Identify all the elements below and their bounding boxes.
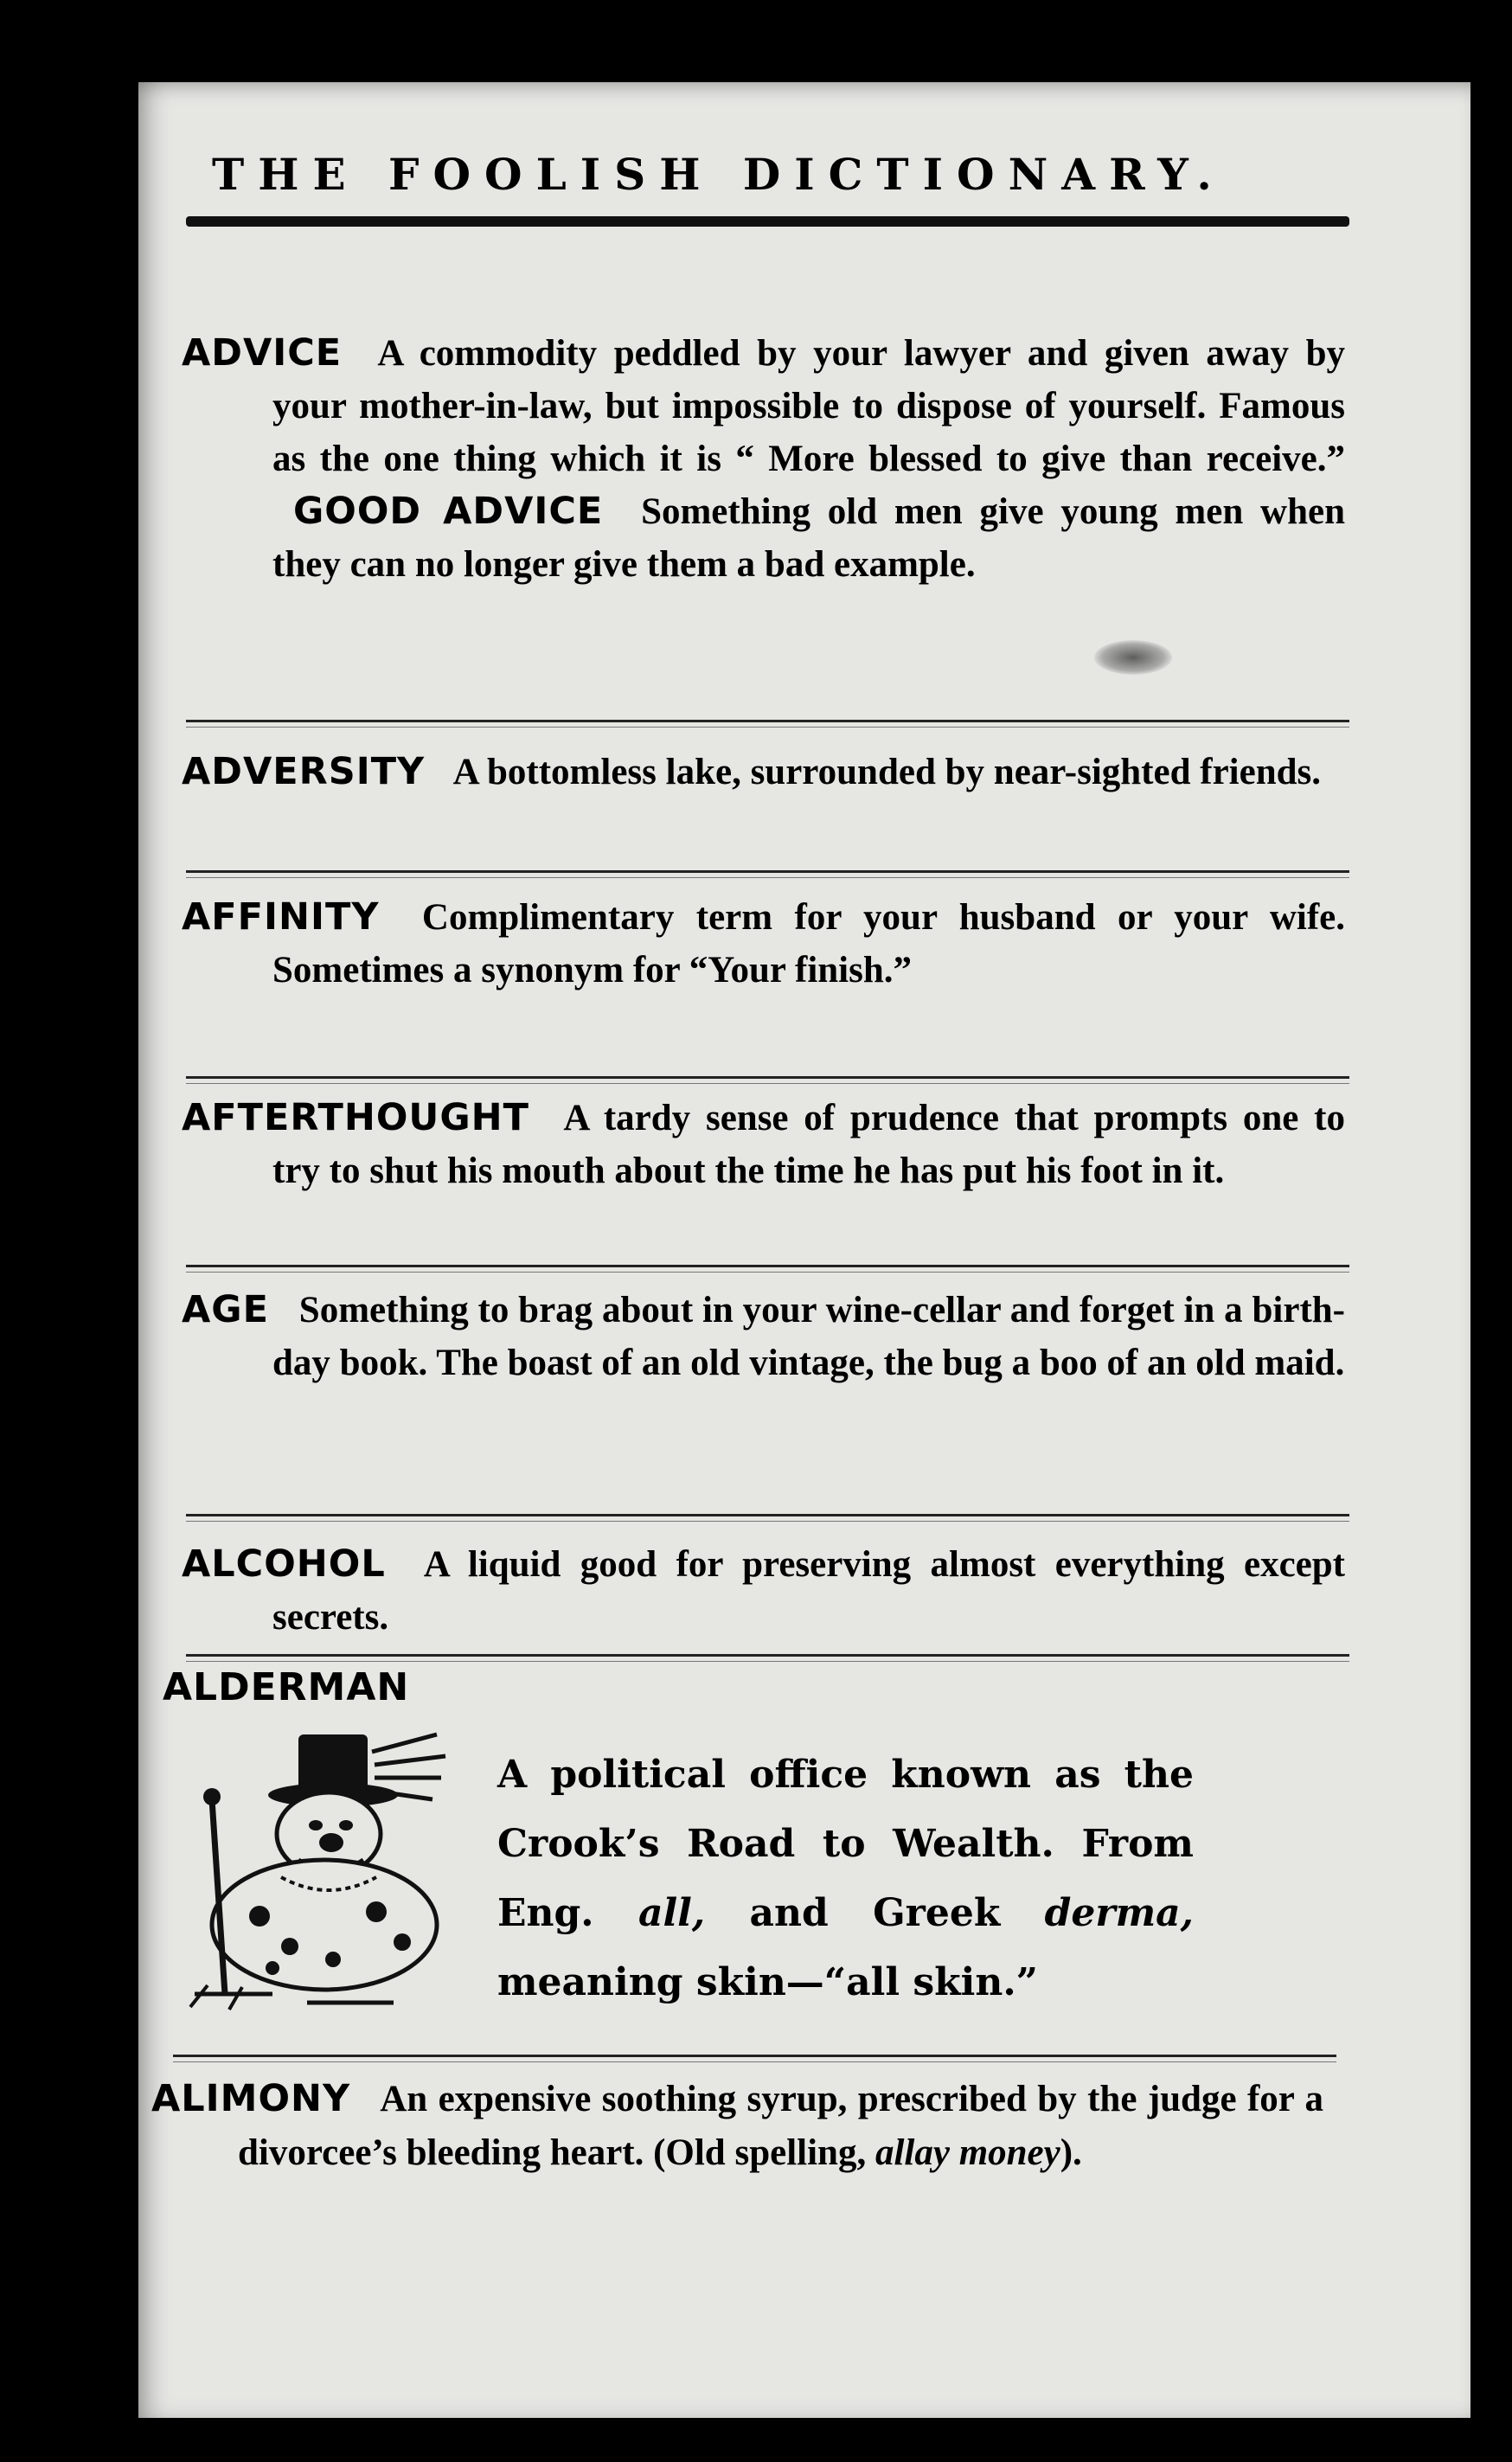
divider-rule [186, 1076, 1349, 1079]
entry-advice [182, 327, 1345, 591]
headword-good-advice: GOOD ADVICE [293, 490, 604, 533]
divider-rule [186, 870, 1349, 873]
definition-alderman-start: A political office known as the Crook’s Road to Wealth. From Eng. [497, 1753, 1194, 1935]
definition-age: Something to brag about in your wine-cellar and forget in a birth-day book. The boast of an old vintage, the bug a boo of an old maid. [272, 1290, 1345, 1383]
headword-alcohol: ALCOHOL [182, 1542, 386, 1586]
definition-good-advice: Something old men give young men when they can no longer give them a bad example. [272, 491, 1345, 585]
page-header: THE FOOLISH DICTIONARY. [212, 149, 1226, 200]
entry-alimony [151, 2072, 1323, 2180]
definition-advice: A commodity peddled by your lawyer and given away by your mother-in-law, but impossible to dispose of yourself. Famous as the one thing which it is “ More blessed to give than receive.” [272, 333, 1345, 479]
entry-afterthought [182, 1092, 1345, 1197]
definition-alderman [497, 1741, 1194, 2017]
headword-alderman: ALDERMAN [163, 1665, 410, 1709]
definition-alimony-end: ). [1060, 2132, 1082, 2173]
definition-alderman-italic-derma: derma, [1044, 1891, 1194, 1935]
entry-age [182, 1284, 1345, 1389]
definition-afterthought: A tardy sense of prudence that prompts one to try to shut his mouth about the time he has put his foot in it. [272, 1098, 1345, 1191]
headword-affinity: AFFINITY [182, 895, 380, 939]
definition-adversity: A bottomless lake, surrounded by near-sighted friends. [452, 752, 1322, 792]
definition-alderman-italic-all: all, [637, 1891, 706, 1935]
divider-rule [186, 1514, 1349, 1516]
divider-rule [186, 1654, 1349, 1657]
definition-affinity: Complimentary term for your husband or your wife. Sometimes a synonym for “Your finish.” [272, 897, 1346, 991]
definition-alderman-end: meaning skin—“all skin.” [497, 1960, 1038, 2004]
alderman-cartoon-illustration [177, 1717, 463, 2011]
entry-affinity [182, 891, 1345, 997]
divider-rule [173, 2055, 1336, 2057]
ink-smudge [1094, 640, 1172, 675]
headword-alimony: ALIMONY [151, 2077, 351, 2120]
headword-afterthought: AFTERTHOUGHT [182, 1096, 529, 1139]
divider-rule [186, 1265, 1349, 1267]
divider-rule [186, 720, 1349, 722]
entry-adversity [182, 746, 1345, 798]
definition-alcohol: A liquid good for preserving almost everything except secrets. [272, 1544, 1345, 1638]
entry-alcohol [182, 1538, 1345, 1644]
definition-alimony-start: An expensive soothing syrup, prescribed by the judge for a divorcee’s bleeding heart. (Old spelling, [238, 2079, 1323, 2173]
definition-alimony-italic: allay money [875, 2132, 1060, 2173]
header-rule [186, 216, 1349, 227]
definition-alderman-mid: and Greek [749, 1891, 1001, 1935]
headword-advice: ADVICE [182, 331, 343, 375]
headword-age: AGE [182, 1288, 269, 1331]
headword-adversity: ADVERSITY [182, 750, 426, 793]
